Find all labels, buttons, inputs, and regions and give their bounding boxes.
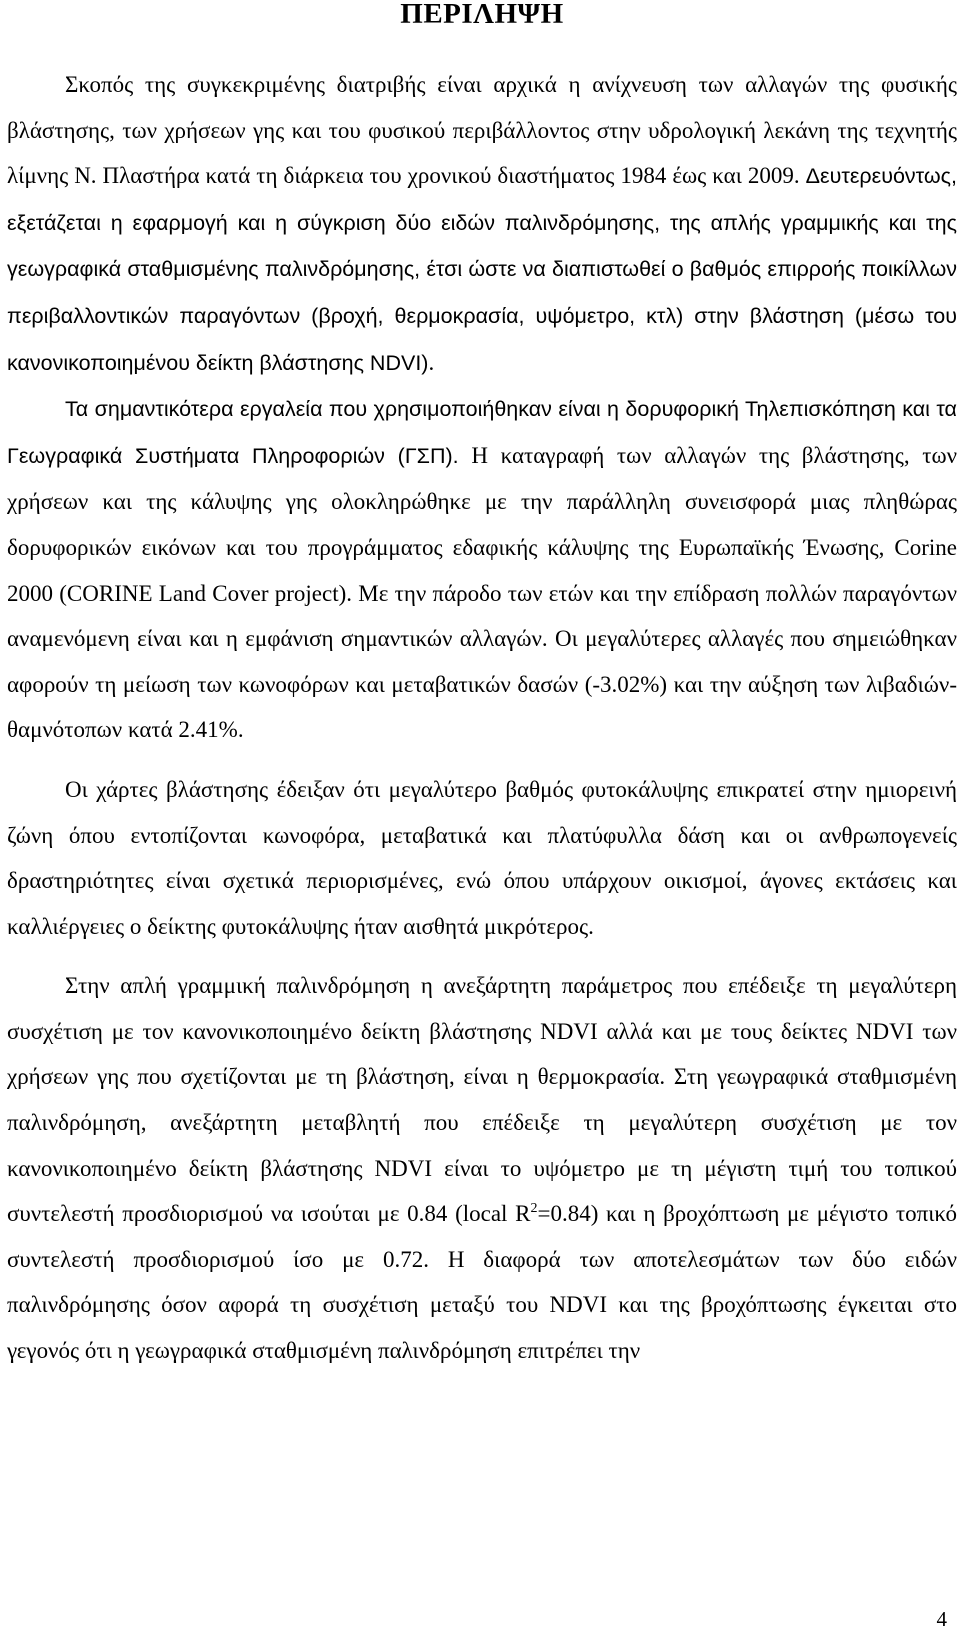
paragraph-4-part-b: =0.84) και η βροχόπτωση με μέγιστο τοπικό συντελεστή προσδιορισμού ίσο με 0.72. Η διαφορά των αποτελεσμάτων των δύο ειδών παλινδρόμησης όσον αφορά τη συσχέτιση μεταξύ του NDVI και της βροχόπτωσης έγκειται στο γεγονός ότι η γεωγραφικά σταθμισμένη παλινδρόμηση επιτρέπει την (7, 1201, 958, 1364)
paragraph-4-part-a: Στην απλή γραμμική παλινδρόμηση η ανεξάρτητη παράμετρος που επέδειξε τη μεγαλύτερη συσχέτιση με τον κανονικοποιημένο δείκτη βλάστησης NDVI αλλά και με τους δείκτες NDVI των χρήσεων γης που σχετίζονται με τη βλάστηση, είναι η θερμοκρασία. Στη γεωγραφικά σταθμισμένη παλινδρόμηση, ανεξάρτητη μεταβλητή που επέδειξε τη μεγαλύτερη συσχέτιση με τον κανονικοποιημένο δείκτη βλάστησης NDVI είναι το υψόμετρο με τη μέγιστη τιμή του τοπικού συντελεστή προσδιορισμού να ισούται με 0.84 (local R (7, 973, 957, 1227)
paragraph-2-part-b: Η καταγραφή των αλλαγών της βλάστησης, των χρήσεων και της κάλυψης γης ολοκληρώθηκε με την παράλληλη συνεισφορά μιας πληθώρας δορυφορικών εικόνων και του προγράμματος εδαφικής κάλυψης της Ευρωπαϊκής Ένωσης, Corine 2000 (CORINE Land Cover project). Με την πάροδο των ετών και την επίδραση πολλών παραγόντων αναμενόμενη είναι και η εμφάνιση σημαντικών αλλαγών. Οι μεγαλύτερες αλλαγές που σημειώθηκαν αφορούν τη μείωση των κωνοφόρων και μεταβατικών δασών (-3.02%) και την αύξηση των λιβαδιών-θαμνότοπων κατά 2.41%. (7, 442, 957, 743)
paragraph-3: Οι χάρτες βλάστησης έδειξαν ότι μεγαλύτερο βαθμός φυτοκάλυψης επικρατεί στην ημιορεινή ζώνη όπου εντοπίζονται κωνοφόρα, μεταβατικά και πλατύφυλλα δάση και οι ανθρωπογενείς δραστηριότητες είναι σχετικά περιορισμένες, ενώ όπου υπάρχουν οικισμοί, άγονες εκτάσεις και καλλιέργειες ο δείκτης φυτοκάλυψης ήταν αισθητά μικρότερος. (7, 776, 957, 939)
page-title: ΠΕΡΙΛΗΨΗ (400, 0, 564, 30)
paragraph-1 (7, 62, 957, 386)
paragraph-1-part-a: Σκοπός της συγκεκριμένης διατριβής είναι αρχικά η ανίχνευση των αλλαγών της φυσικής βλάστησης, των χρήσεων γης και του φυσικού περιβάλλοντος στην υδρολογική λεκάνη της τεχνητής λίμνης Ν. Πλαστήρα κατά τη διάρκεια του χρονικού διαστήματος 1984 έως και 2009. (7, 72, 957, 189)
paragraph-4 (7, 963, 957, 1373)
paragraph-1-part-b: Δευτερευόντως, εξετάζεται η εφαρμογή και η σύγκριση δύο ειδών παλινδρόμησης, της απλής γραμμικής και της γεωγραφικά σταθμισμένης παλινδρόμησης, έτσι ώστε να διαπιστωθεί ο βαθμός επιρροής ποικίλλων περιβαλλοντικών παραγόντων (βροχή, θερμοκρασία, υψόμετρο, κτλ) στην βλάστηση (μέσω του κανονικοποιημένου δείκτη βλάστησης NDVI) (7, 164, 957, 375)
page-number: 4 (936, 1607, 947, 1631)
r-squared-superscript: 2 (530, 1201, 538, 1217)
paragraph-2-part-a: Τα σημαντικότερα εργαλεία που χρησιμοποιήθηκαν είναι η δορυφορική Τηλεπισκόπηση και τα Γεωγραφικά Συστήματα Πληροφοριών (ΓΣΠ). (7, 397, 957, 468)
paragraph-2 (7, 386, 957, 753)
document-page (7, 0, 957, 1647)
abstract-body (7, 62, 957, 1374)
paragraph-1-part-c: . (428, 349, 435, 375)
